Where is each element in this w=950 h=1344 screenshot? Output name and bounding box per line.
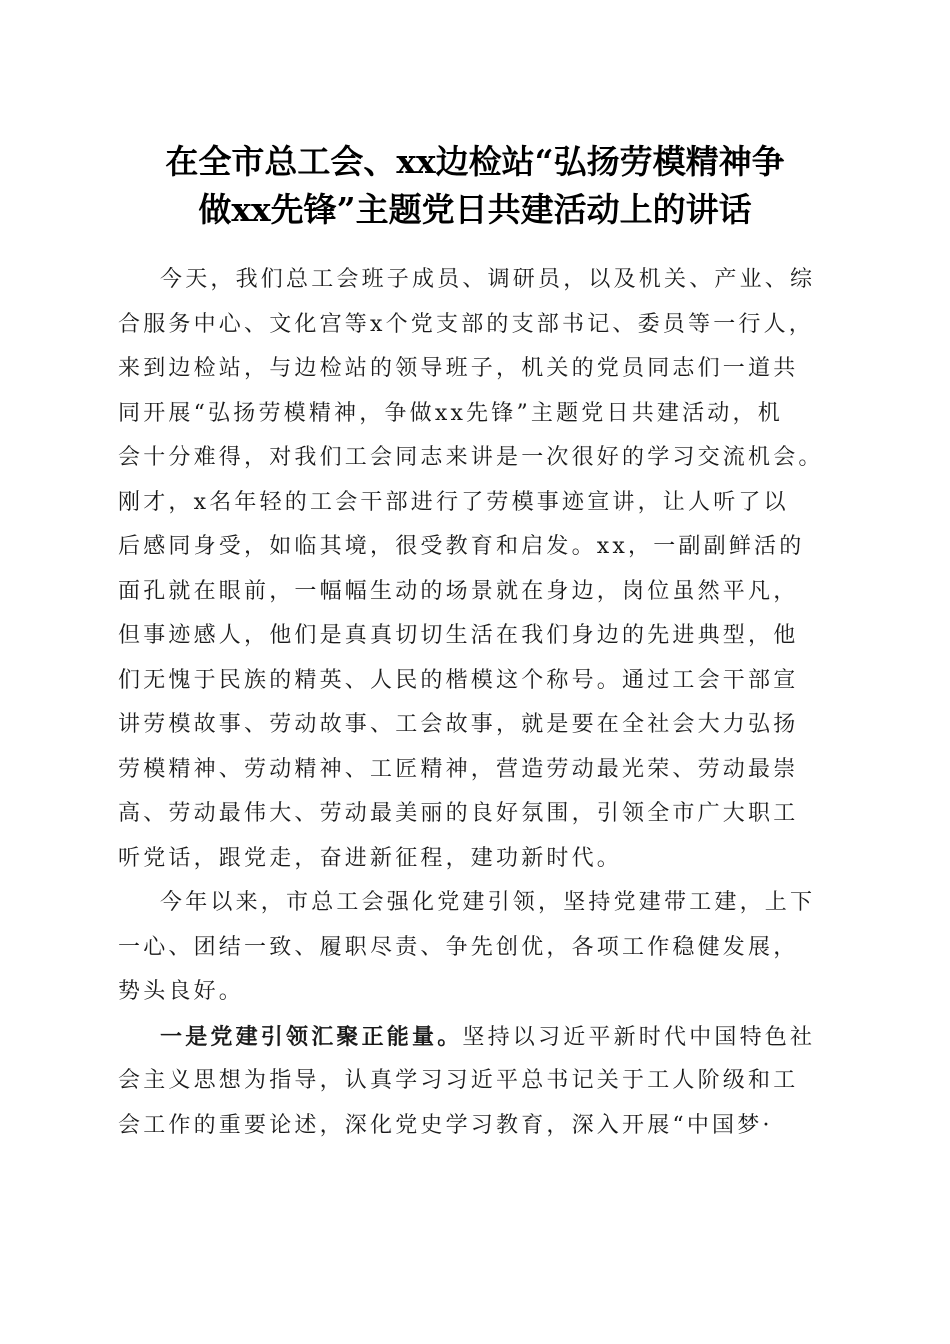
document-body	[118, 258, 846, 1148]
paragraph-line: 后感同身受，如临其境，很受教育和启发。xx，一副副鲜活的	[118, 534, 805, 559]
paragraph-line: 会十分难得，对我们工会同志来讲是一次很好的学习交流机会。	[118, 445, 824, 470]
paragraph-line: 刚才，x名年轻的工会干部进行了劳模事迹宣讲，让人听了以	[118, 489, 789, 515]
paragraph-line: 今天，我们总工会班子成员、调研员，以及机关、产业、综	[160, 267, 816, 292]
paragraph-line: 但事迹感人，他们是真真切切生活在我们身边的先进典型，他	[118, 623, 799, 648]
paragraph-line: 一心、团结一致、履职尽责、争先创优，各项工作稳健发展，	[118, 934, 799, 960]
paragraph-line: 劳模精神、劳动精神、工匠精神，营造劳动最光荣、劳动最崇	[118, 756, 799, 782]
paragraph-3	[118, 1015, 846, 1149]
title-line-1: 在全市总工会、xx边检站“弘扬劳模精神争	[165, 142, 785, 181]
paragraph-line: 来到边检站，与边检站的领导班子，机关的党员同志们一道共	[118, 356, 799, 381]
paragraph-line: 讲劳模故事、劳动故事、工会故事，就是要在全社会大力弘扬	[118, 712, 799, 737]
paragraph-line: 合服务中心、文化宫等x个党支部的支部书记、委员等一行人，	[118, 311, 815, 337]
paragraph-line: 今年以来，市总工会强化党建引领，坚持党建带工建，上下	[160, 890, 816, 915]
paragraph-line: 会工作的重要论述，深化党史学习教育，深入开展“中国梦·	[118, 1112, 773, 1138]
paragraph-line: 势头良好。	[118, 979, 245, 1004]
paragraph-line: 听党话，跟党走，奋进新征程，建功新时代。	[118, 845, 623, 871]
paragraph-line: 同开展“弘扬劳模精神，争做xx先锋”主题党日共建活动，机	[118, 400, 783, 426]
paragraph-line-rest: 坚持以习近平新时代中国特色社	[462, 1024, 816, 1050]
paragraph-line	[118, 1015, 846, 1060]
paragraph-line: 高、劳动最伟大、劳动最美丽的良好氛围，引领全市广大职工	[118, 801, 799, 826]
paragraph-lead-heading: 一是党建引领汇聚正能量。	[160, 1023, 463, 1050]
paragraph-line: 会主义思想为指导，认真学习习近平总书记关于工人阶级和工	[118, 1068, 799, 1093]
title-line-2: 做xx先锋”主题党日共建活动上的讲话	[198, 190, 752, 229]
paragraph-line: 面孔就在眼前，一幅幅生动的场景就在身边，岗位虽然平凡，	[118, 578, 799, 604]
paragraph-2	[118, 881, 846, 1015]
paragraph-line: 们无愧于民族的精英、人民的楷模这个称号。通过工会干部宣	[118, 667, 799, 693]
paragraph-1	[118, 258, 846, 881]
document-title	[100, 138, 850, 234]
